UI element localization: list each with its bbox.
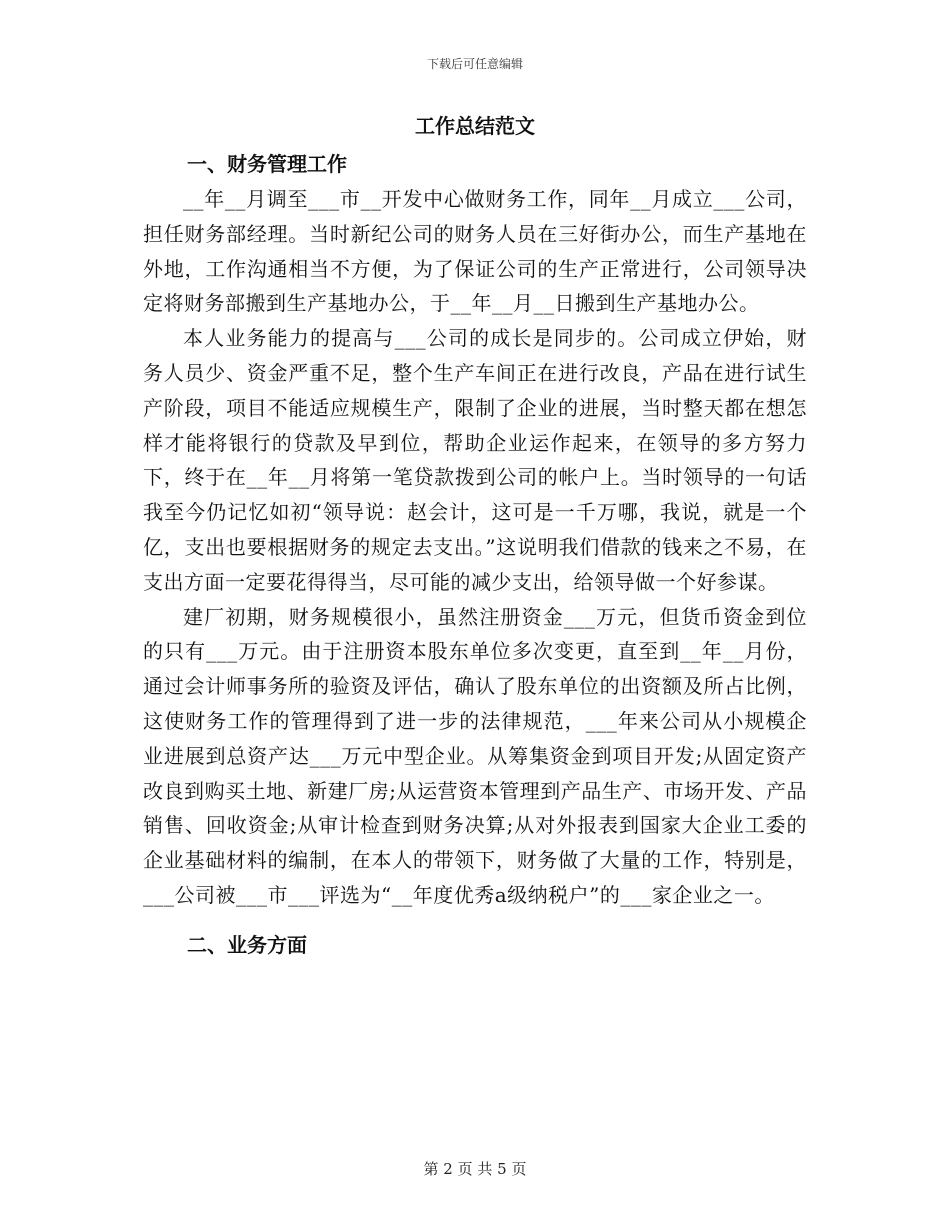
paragraph: 建厂初期，财务规模很小，虽然注册资金___万元，但货币资金到位的只有___万元。由于注册资本股东单位多次变更，直至到__年__月份，通过会计师事务所的验资及评估，确认了股东单位的出资额及所占比例，这使财务工作的管理得到了进一步的法律规范，___年来公司从小规模企业进展到总资产达___万元中型企业。从筹集资金到项目开发;从固定资产改良到购买土地、新建厂房;从运营资本管理到产品生产、市场开发、产品销售、回收资金;从审计检查到财务决算;从对外报表到国家大企业工委的企业基础材料的编制，在本人的带领下，财务做了大量的工作，特别是，___公司被___市___评选为“__年度优秀a级纳税户”的___家企业之一。 [143,604,807,907]
page-footer-number: 第 2 页 共 5 页 [423,1160,527,1178]
document-title: 工作总结范文 [415,114,535,138]
page-header-note: 下载后可任意编辑 [426,57,523,71]
document-body [143,112,807,963]
paragraph: 本人业务能力的提高与___公司的成长是同步的。公司成立伊始，财务人员少、资金严重不足，整个生产车间正在进行改良，产品在进行试生产阶段，项目不能适应规模生产，限制了企业的进展，当时整天都在想怎样才能将银行的贷款及早到位，帮助企业运作起来，在领导的多方努力下，终于在__年__月将第一笔贷款拨到公司的帐户上。当时领导的一句话我至今仍记忆如初“领导说：赵会计，这可是一千万哪，我说，就是一个亿，支出也要根据财务的规定去支出。”这说明我们借款的钱来之不易，在支出方面一定要花得得当，尽可能的减少支出，给领导做一个好参谋。 [143,326,807,594]
section-heading-finance: 一、财务管理工作 [187,152,347,176]
section-heading-business: 二、业务方面 [187,932,307,957]
paragraph: __年__月调至___市__开发中心做财务工作，同年__月成立___公司，担任财务部经理。当时新纪公司的财务人员在三好街办公，而生产基地在外地，工作沟通相当不方便，为了保证公司的生产正常进行，公司领导决定将财务部搬到生产基地办公，于__年__月__日搬到生产基地办公。 [143,187,807,316]
